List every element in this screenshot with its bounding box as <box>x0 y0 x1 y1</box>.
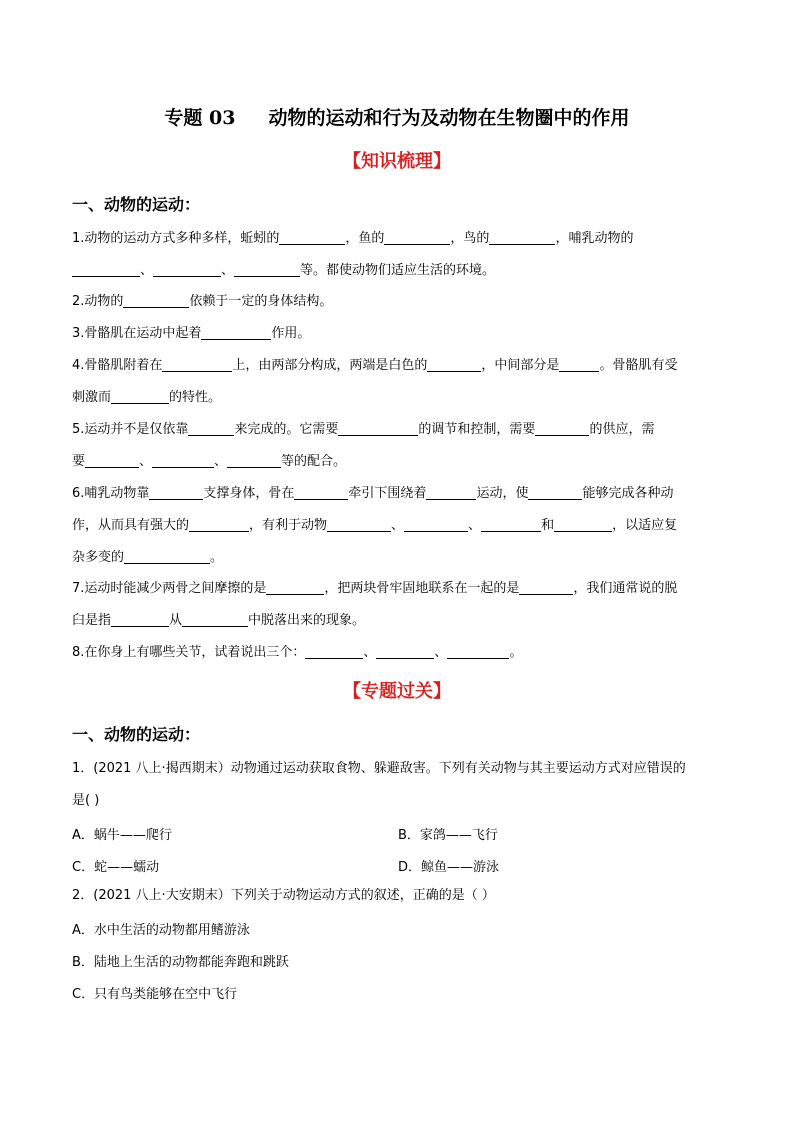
answer-blank[interactable] <box>124 549 210 564</box>
question-2-stem: 2．(2021 八上·大安期末）下列关于动物运动方式的叙述，正确的是（ ） <box>72 888 495 903</box>
question-1-option-d[interactable]: D．鲸鱼——游泳 <box>398 860 500 875</box>
answer-blank[interactable] <box>182 612 248 627</box>
answer-blank[interactable] <box>153 262 221 277</box>
answer-blank[interactable] <box>266 580 324 595</box>
question-1-option-a[interactable]: A．蜗牛——爬行 <box>72 828 172 843</box>
answer-blank[interactable] <box>519 580 573 595</box>
page-title: 专题 03 动物的运动和行为及动物在生物圈中的作用 <box>164 107 630 129</box>
answer-blank[interactable] <box>201 325 271 340</box>
answer-blank[interactable] <box>376 644 434 659</box>
question-1-option-b[interactable]: B．家鸽——飞行 <box>398 828 498 843</box>
answer-blank[interactable] <box>427 357 481 372</box>
kp-line-4: 4.骨骼肌附着在 上，由两部分构成，两端是白色的 ，中间部分是 。骨骼肌有受 <box>72 358 678 373</box>
kp-line-5b: 要 、 、 等的配合。 <box>72 454 347 469</box>
answer-blank[interactable] <box>294 485 348 500</box>
kp-line-8: 8.在你身上有哪些关节，试着说出三个： 、 、 。 <box>72 645 523 660</box>
part-heading-knowledge: 一、动物的运动： <box>72 195 201 214</box>
answer-blank[interactable] <box>554 517 612 532</box>
answer-blank[interactable] <box>149 485 203 500</box>
answer-blank[interactable] <box>559 357 599 372</box>
question-1-option-c[interactable]: C．蛇——蠕动 <box>72 860 160 875</box>
answer-blank[interactable] <box>535 421 589 436</box>
answer-blank[interactable] <box>227 453 281 468</box>
question-1-stem-cont: 是( ) <box>72 793 100 808</box>
answer-blank[interactable] <box>327 517 391 532</box>
question-2-option-a[interactable]: A．水中生活的动物都用鳍游泳 <box>72 923 250 938</box>
question-1-stem: 1．(2021 八上·揭西期末）动物通过运动获取食物、躲避敌害。下列有关动物与其主要运动方式对应错误的 <box>72 761 686 776</box>
kp-line-5: 5.运动并不是仅依靠 来完成的。它需要 的调节和控制，需要 的供应，需 <box>72 422 655 437</box>
answer-blank[interactable] <box>481 517 541 532</box>
answer-blank[interactable] <box>85 453 139 468</box>
kp-line-4b: 刺激而 的特性。 <box>72 390 222 405</box>
answer-blank[interactable] <box>111 612 169 627</box>
kp-line-6b: 作，从而具有强大的 ，有利于动物 、 、 和 ，以适应复 <box>72 518 678 533</box>
part-heading-practice: 一、动物的运动： <box>72 725 201 744</box>
kp-line-1: 1.动物的运动方式多种多样，蚯蚓的 ，鱼的 ，鸟的 ，哺乳动物的 <box>72 231 634 246</box>
answer-blank[interactable] <box>447 644 509 659</box>
answer-blank[interactable] <box>162 357 232 372</box>
knowledge-summary-heading: 【知识梳理】 <box>343 151 451 172</box>
answer-blank[interactable] <box>279 230 345 245</box>
answer-blank[interactable] <box>72 262 140 277</box>
answer-blank[interactable] <box>123 293 189 308</box>
kp-line-7: 7.运动时能减少两骨之间摩擦的是 ，把两块骨牢固地联系在一起的是 ，我们通常说的脱 <box>72 581 678 596</box>
kp-line-6: 6.哺乳动物靠 支撑身体，骨在 牵引下围绕着 运动，使 能够完成各种动 <box>72 486 674 501</box>
answer-blank[interactable] <box>234 262 300 277</box>
answer-blank[interactable] <box>528 485 582 500</box>
kp-line-3: 3.骨骼肌在运动中起着 作用。 <box>72 326 311 341</box>
answer-blank[interactable] <box>384 230 450 245</box>
answer-blank[interactable] <box>111 389 169 404</box>
answer-blank[interactable] <box>305 644 363 659</box>
kp-line-6c: 杂多变的 。 <box>72 550 224 565</box>
question-2-option-c[interactable]: C．只有鸟类能够在空中飞行 <box>72 987 238 1002</box>
topic-practice-heading: 【专题过关】 <box>343 681 451 702</box>
kp-line-1b: 、 、 等。都使动物们适应生活的环境。 <box>72 262 495 280</box>
answer-blank[interactable] <box>338 421 418 436</box>
kp-line-7b: 臼是指 从 中脱落出来的现象。 <box>72 613 366 628</box>
question-2-option-b[interactable]: B．陆地上生活的动物都能奔跑和跳跃 <box>72 955 289 970</box>
answer-blank[interactable] <box>489 230 555 245</box>
answer-blank[interactable] <box>426 485 476 500</box>
answer-blank[interactable] <box>188 421 234 436</box>
answer-blank[interactable] <box>404 517 468 532</box>
answer-blank[interactable] <box>152 453 214 468</box>
kp-line-2: 2.动物的 依赖于一定的身体结构。 <box>72 294 333 309</box>
answer-blank[interactable] <box>189 517 249 532</box>
